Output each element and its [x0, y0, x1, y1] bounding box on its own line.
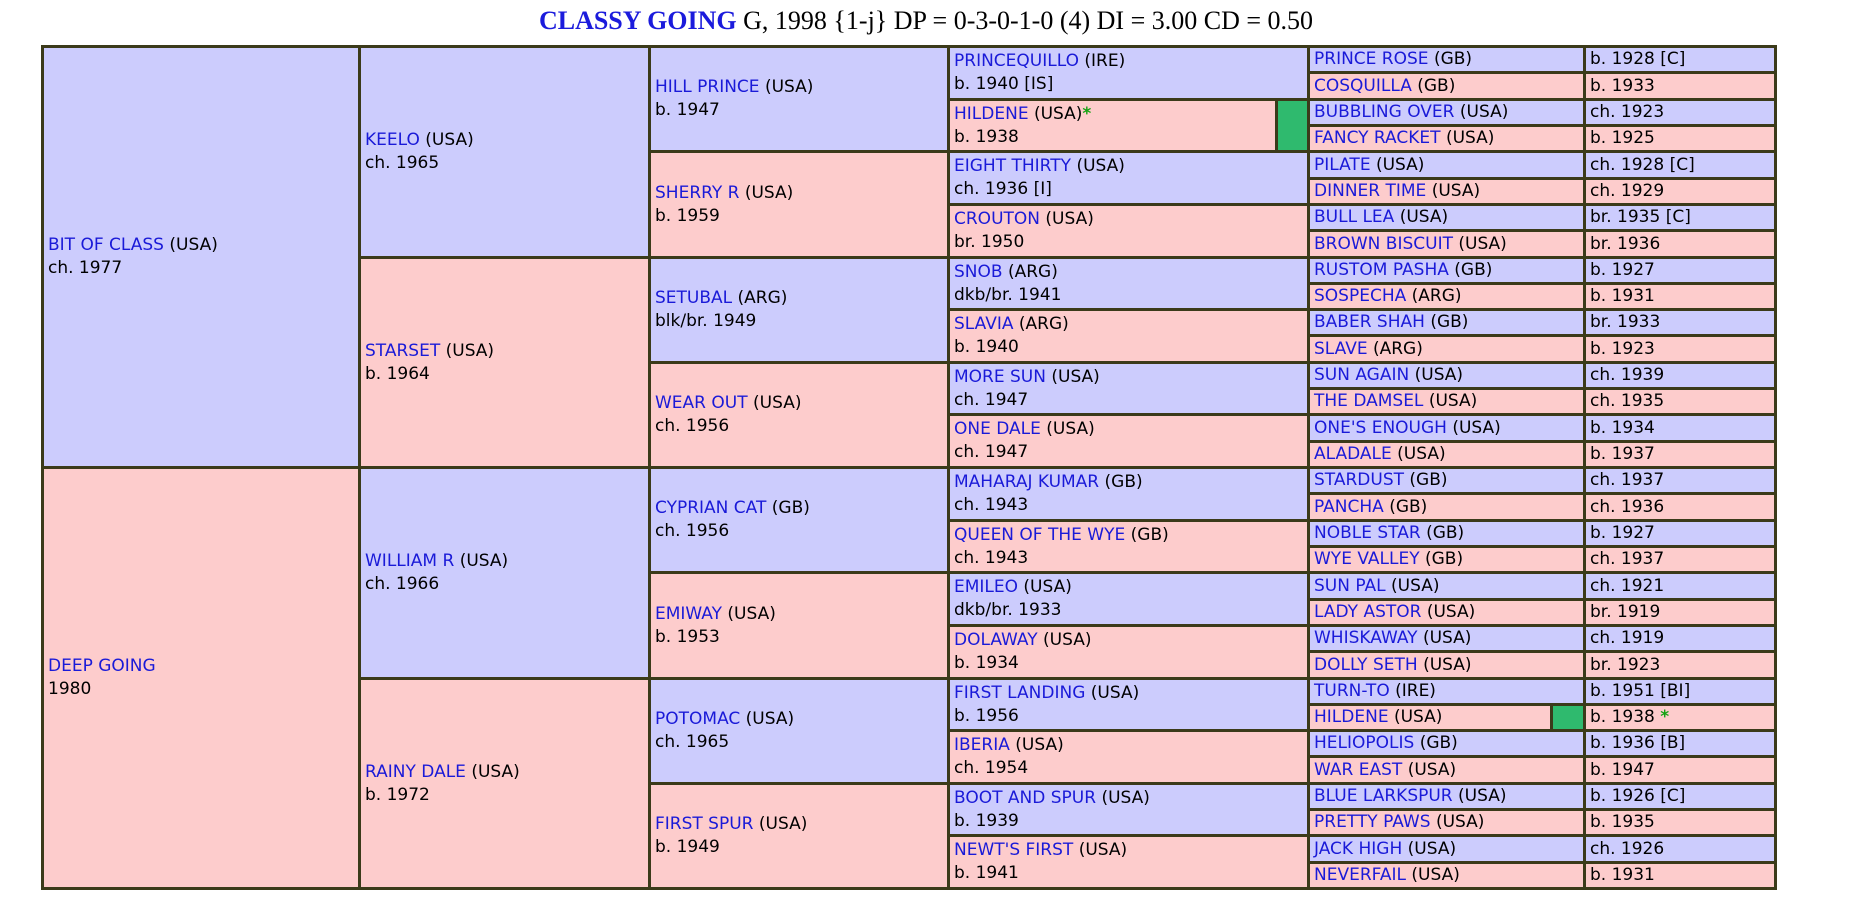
horse-link[interactable]: BLUE LARKSPUR — [1314, 786, 1453, 806]
gen5-cell — [1307, 177, 1586, 206]
country-label: (USA) — [1459, 102, 1509, 122]
gen5-cell — [1307, 334, 1586, 364]
gen5-year-cell — [1583, 571, 1777, 601]
horse-link[interactable]: NOBLE STAR — [1314, 523, 1421, 543]
country-label: (USA) — [1426, 602, 1476, 622]
pedigree-table — [41, 45, 1825, 887]
country-label: (USA) — [1078, 840, 1128, 860]
horse-link[interactable]: SUN PAL — [1314, 576, 1386, 596]
horse-link[interactable]: POTOMAC — [655, 709, 741, 729]
country-label: (ARG) — [1372, 339, 1423, 359]
horse-link[interactable]: PRETTY PAWS — [1314, 812, 1431, 832]
gen5-cell — [1307, 834, 1586, 864]
country-label: (USA) — [1046, 419, 1095, 439]
birth-label: ch. 1937 — [1590, 549, 1665, 569]
horse-link[interactable]: WHISKAWAY — [1314, 628, 1418, 648]
country-label: (GB) — [1104, 472, 1143, 492]
gen5-year-cell — [1583, 729, 1777, 758]
country-label: (USA) — [1023, 577, 1072, 597]
country-label: (USA) — [1407, 839, 1457, 859]
horse-link[interactable]: ONE'S ENOUGH — [1314, 418, 1447, 438]
country-label: (ARG) — [1018, 314, 1069, 334]
country-label: (IRE) — [1395, 681, 1436, 701]
birth-label: ch. 1921 — [1590, 576, 1665, 596]
birth-label: b. 1925 — [1590, 128, 1655, 148]
birth-label: ch. 1919 — [1590, 628, 1665, 648]
birth-label: b. 1949 — [655, 837, 720, 857]
birth-label: ch. 1965 — [365, 153, 440, 173]
horse-link[interactable]: DOLAWAY — [954, 630, 1038, 650]
horse-link[interactable]: JACK HIGH — [1314, 839, 1403, 859]
gen5-year-cell — [1583, 413, 1777, 443]
gen5-cell — [1307, 598, 1586, 627]
birth-label: dkb/br. 1941 — [954, 285, 1062, 305]
birth-label: ch. 1936 — [1590, 497, 1665, 517]
birth-label: b. 1951 [BI] — [1590, 681, 1691, 701]
gen5-year-cell — [1583, 703, 1777, 732]
country-label: (USA) — [1411, 865, 1460, 885]
horse-link[interactable]: WYE VALLEY — [1314, 549, 1420, 569]
horse-link[interactable]: EMILEO — [954, 577, 1019, 597]
gen5-cell — [1307, 361, 1586, 390]
birth-label: ch. 1943 — [954, 548, 1029, 568]
gen5-year-cell — [1583, 834, 1777, 864]
gen5-year-cell — [1583, 545, 1777, 574]
country-label: (GB) — [1419, 733, 1458, 753]
gen4-cell — [947, 834, 1310, 890]
country-label: (USA) — [1397, 444, 1446, 464]
gen5-year-cell — [1583, 650, 1777, 680]
gen5-year-cell — [1583, 177, 1777, 206]
gen5-year-cell — [1583, 519, 1777, 548]
gen2-cell — [358, 45, 651, 259]
gen5-cell — [1307, 808, 1586, 837]
birth-label: ch. 1937 — [1590, 470, 1665, 490]
gen5-year-cell — [1583, 755, 1777, 785]
horse-link[interactable]: SLAVIA — [954, 314, 1014, 334]
birth-label: ch. 1947 — [954, 442, 1029, 462]
horse-link[interactable]: PANCHA — [1314, 497, 1384, 517]
country-label: (USA) — [764, 77, 814, 97]
birth-label: ch. 1954 — [954, 758, 1029, 778]
gen4-cell — [947, 256, 1310, 311]
gen4-cell — [947, 150, 1310, 206]
birth-label: ch. 1965 — [655, 732, 730, 752]
birth-label: b. 1938 — [954, 127, 1019, 147]
gen5-year-cell — [1583, 71, 1777, 101]
birth-label: ch. 1943 — [954, 495, 1029, 515]
gen5-cell — [1307, 98, 1586, 127]
gen5-cell — [1307, 545, 1586, 574]
gen3-cell — [648, 361, 950, 469]
gen4-cell — [947, 571, 1310, 627]
gen5-cell — [1307, 729, 1586, 758]
country-label: (USA) — [1399, 207, 1449, 227]
gen5-cell — [1307, 203, 1586, 232]
birth-label: ch. 1956 — [655, 416, 730, 436]
birth-label: b. 1938 — [1590, 707, 1655, 727]
gen1-cell — [41, 45, 361, 469]
country-label: (USA) — [1431, 181, 1481, 201]
country-label: (USA) — [1090, 683, 1140, 703]
horse-link[interactable]: WEAR OUT — [655, 393, 748, 413]
gen5-year-cell — [1583, 782, 1777, 811]
country-label: (GB) — [1424, 549, 1464, 569]
horse-link[interactable]: KEELO — [365, 130, 420, 150]
gen2-cell — [358, 466, 651, 680]
country-label: (USA) — [1452, 418, 1501, 438]
country-label: (USA) — [1101, 788, 1150, 808]
country-label: (USA) — [744, 183, 794, 203]
birth-label: b. 1940 [IS] — [954, 74, 1054, 94]
horse-link[interactable]: HELIOPOLIS — [1314, 733, 1415, 753]
gen5-cell — [1307, 571, 1586, 601]
horse-link[interactable]: ALADALE — [1314, 444, 1392, 464]
birth-label: b. 1964 — [365, 364, 430, 384]
gen4-cell — [947, 729, 1310, 785]
birth-label: b. 1939 — [954, 811, 1019, 831]
horse-link[interactable]: IBERIA — [954, 735, 1010, 755]
birth-label: dkb/br. 1933 — [954, 600, 1062, 620]
gen5-year-cell — [1583, 808, 1777, 837]
horse-link[interactable]: HILDENE — [1314, 707, 1389, 727]
horse-link[interactable]: DOLLY SETH — [1314, 655, 1418, 675]
birth-label: b. 1936 [B] — [1590, 733, 1686, 753]
gen5-year-cell — [1583, 98, 1777, 127]
country-label: (USA) — [1051, 367, 1100, 387]
gen5-year-cell — [1583, 150, 1777, 180]
gen4-cell — [947, 782, 1310, 837]
horse-link[interactable]: CYPRIAN CAT — [655, 498, 767, 518]
country-label: (GB) — [1417, 76, 1456, 96]
gen5-cell — [1307, 45, 1586, 74]
gen3-cell — [648, 45, 950, 153]
gen4-cell — [947, 45, 1310, 101]
gen2-cell — [358, 256, 651, 469]
gen5-year-cell — [1583, 45, 1777, 74]
horse-link[interactable]: MORE SUN — [954, 367, 1046, 387]
birth-label: b. 1956 — [954, 706, 1019, 726]
birth-label: br. 1950 — [954, 232, 1025, 252]
gen5-cell — [1307, 492, 1586, 522]
horse-link[interactable]: PRINCE ROSE — [1314, 49, 1429, 69]
gen4-cell — [947, 308, 1310, 364]
birth-label: blk/br. 1949 — [655, 311, 757, 331]
birth-label: br. 1935 [C] — [1590, 207, 1691, 227]
country-label: (ARG) — [737, 288, 788, 308]
gen5-cell — [1307, 282, 1586, 311]
gen5-year-cell — [1583, 624, 1777, 653]
inbreeding-marker — [1550, 706, 1583, 729]
country-label: (USA) — [727, 604, 776, 624]
birth-label: b. 1937 — [1590, 444, 1655, 464]
country-label: (USA) — [1458, 234, 1507, 254]
horse-link[interactable]: EMIWAY — [655, 604, 722, 624]
horse-link[interactable]: QUEEN OF THE WYE — [954, 525, 1126, 545]
horse-link[interactable]: STARSET — [365, 341, 441, 361]
horse-link[interactable]: SUN AGAIN — [1314, 365, 1410, 385]
gen5-year-cell — [1583, 677, 1777, 706]
horse-link[interactable]: BULL LEA — [1314, 207, 1395, 227]
country-label: (USA) — [425, 130, 474, 150]
birth-label: ch. 1977 — [48, 258, 123, 278]
page-title — [0, 6, 1852, 36]
horse-link[interactable]: DEEP GOING — [48, 656, 156, 676]
gen5-cell — [1307, 782, 1586, 811]
birth-label: b. 1923 — [1590, 339, 1655, 359]
country-label: (IRE) — [1084, 51, 1126, 71]
gen5-year-cell — [1583, 229, 1777, 259]
horse-name-link[interactable]: CLASSY GOING — [538, 6, 737, 35]
birth-label: ch. 1926 — [1590, 839, 1665, 859]
birth-label: b. 1933 — [1590, 76, 1655, 96]
gen3-cell — [648, 782, 950, 890]
birth-label: b. 1926 [C] — [1590, 786, 1686, 806]
horse-link[interactable]: BROWN BISCUIT — [1314, 234, 1453, 254]
gen5-cell — [1307, 229, 1586, 259]
birth-label: b. 1934 — [1590, 418, 1655, 438]
horse-details: G, 1998 {1-j} DP = 0-3-0-1-0 (4) DI = 3.00 CD = 0.50 — [743, 6, 1314, 35]
country-label: (USA) — [1033, 104, 1083, 124]
country-label: (USA) — [1015, 735, 1064, 755]
gen5-year-cell — [1583, 124, 1777, 153]
gen5-cell — [1307, 650, 1586, 680]
gen5-year-cell — [1583, 598, 1777, 627]
gen5-cell — [1307, 677, 1586, 706]
country-label: (USA) — [1375, 155, 1425, 175]
horse-link[interactable]: BOOT AND SPUR — [954, 788, 1097, 808]
gen3-cell — [648, 466, 950, 574]
horse-link[interactable]: LADY ASTOR — [1314, 602, 1422, 622]
gen5-cell — [1307, 519, 1586, 548]
country-label: (GB) — [1130, 525, 1169, 545]
gen5-year-cell — [1583, 203, 1777, 232]
gen4-cell — [947, 98, 1278, 153]
birth-label: b. 1934 — [954, 653, 1019, 673]
birth-label: b. 1947 — [1590, 760, 1655, 780]
country-label: (USA) — [1445, 128, 1495, 148]
horse-link[interactable]: PILATE — [1314, 155, 1371, 175]
country-label: (GB) — [771, 498, 810, 518]
birth-label: b. 1959 — [655, 206, 720, 226]
gen5-year-cell — [1583, 492, 1777, 522]
horse-link[interactable]: SNOB — [954, 262, 1003, 282]
birth-label: b. 1927 — [1590, 523, 1655, 543]
country-label: (USA) — [471, 762, 520, 782]
horse-link[interactable]: SLAVE — [1314, 339, 1368, 359]
horse-link[interactable]: SOSPECHA — [1314, 286, 1407, 306]
gen4-cell — [947, 203, 1310, 259]
horse-link[interactable]: CROUTON — [954, 209, 1040, 229]
country-label: (USA) — [753, 393, 802, 413]
gen2-cell — [358, 677, 651, 890]
country-label: (GB) — [1454, 260, 1493, 280]
gen5-cell — [1307, 413, 1586, 443]
gen5-year-cell — [1583, 256, 1777, 285]
birth-label: b. 1972 — [365, 785, 430, 805]
inbreeding-marker — [1275, 98, 1310, 153]
gen5-year-cell — [1583, 361, 1777, 390]
gen5-cell — [1307, 150, 1586, 180]
horse-link[interactable]: NEWT'S FIRST — [954, 840, 1074, 860]
gen5-year-cell — [1583, 387, 1777, 416]
gen5-cell — [1307, 256, 1586, 285]
gen5-cell — [1307, 466, 1586, 495]
birth-label: ch. 1939 — [1590, 365, 1665, 385]
birth-label: br. 1923 — [1590, 655, 1661, 675]
country-label: (GB) — [1409, 470, 1448, 490]
star-icon: * — [1082, 104, 1092, 124]
gen5-cell — [1307, 440, 1586, 469]
birth-label: br. 1936 — [1590, 234, 1661, 254]
birth-label: ch. 1923 — [1590, 102, 1665, 122]
gen3-cell — [648, 150, 950, 259]
horse-link[interactable]: MAHARAJ KUMAR — [954, 472, 1100, 492]
gen5-year-cell — [1583, 861, 1777, 890]
horse-link[interactable]: RUSTOM PASHA — [1314, 260, 1449, 280]
birth-label: ch. 1947 — [954, 390, 1029, 410]
horse-link[interactable]: BABER SHAH — [1314, 312, 1425, 332]
birth-label: ch. 1936 [I] — [954, 179, 1052, 199]
horse-link[interactable]: STARDUST — [1314, 470, 1405, 490]
gen4-cell — [947, 624, 1310, 680]
horse-link[interactable]: NEVERFAIL — [1314, 865, 1406, 885]
gen5-cell — [1307, 71, 1586, 101]
horse-link[interactable]: TURN-TO — [1314, 681, 1390, 701]
gen5-year-cell — [1583, 308, 1777, 337]
birth-label: br. 1933 — [1590, 312, 1661, 332]
gen4-cell — [947, 519, 1310, 574]
country-label: (USA) — [1458, 786, 1507, 806]
country-label: (USA) — [1422, 628, 1472, 648]
horse-link[interactable]: BIT OF CLASS — [48, 235, 164, 255]
birth-label: br. 1919 — [1590, 602, 1661, 622]
country-label: (USA) — [1414, 365, 1464, 385]
horse-link[interactable]: DINNER TIME — [1314, 181, 1427, 201]
birth-label: b. 1940 — [954, 337, 1019, 357]
country-label: (USA) — [445, 341, 495, 361]
country-label: (USA) — [169, 235, 218, 255]
gen5-cell — [1307, 703, 1586, 732]
gen4-cell — [947, 413, 1310, 469]
country-label: (USA) — [1407, 760, 1457, 780]
birth-label: ch. 1966 — [365, 574, 440, 594]
horse-link[interactable]: PRINCEQUILLO — [954, 51, 1079, 71]
horse-link[interactable]: WAR EAST — [1314, 760, 1403, 780]
country-label: (GB) — [1433, 49, 1473, 69]
country-label: (USA) — [758, 814, 808, 834]
gen5-cell — [1307, 124, 1586, 153]
horse-link[interactable]: COSQUILLA — [1314, 76, 1412, 96]
gen5-cell — [1307, 861, 1586, 890]
gen3-cell — [648, 256, 950, 364]
gen5-cell — [1307, 624, 1586, 653]
birth-label: ch. 1935 — [1590, 391, 1665, 411]
birth-label: ch. 1928 [C] — [1590, 155, 1695, 175]
horse-link[interactable]: SHERRY R — [655, 183, 740, 203]
birth-label: ch. 1956 — [655, 521, 730, 541]
country-label: (USA) — [1393, 707, 1443, 727]
birth-label: b. 1931 — [1590, 865, 1655, 885]
gen5-year-cell — [1583, 334, 1777, 364]
country-label: (USA) — [1435, 812, 1485, 832]
country-label: (USA) — [459, 551, 509, 571]
country-label: (USA) — [1076, 156, 1125, 176]
horse-link[interactable]: FIRST SPUR — [655, 814, 754, 834]
birth-label: ch. 1929 — [1590, 181, 1665, 201]
country-label: (ARG) — [1007, 262, 1058, 282]
country-label: (USA) — [1423, 655, 1472, 675]
country-label: (GB) — [1430, 312, 1469, 332]
gen4-cell — [947, 361, 1310, 416]
country-label: (USA) — [1045, 209, 1094, 229]
country-label: (USA) — [1391, 576, 1440, 596]
country-label: (ARG) — [1411, 286, 1462, 306]
horse-link[interactable]: BUBBLING OVER — [1314, 102, 1455, 122]
gen5-cell — [1307, 755, 1586, 785]
horse-link[interactable]: WILLIAM R — [365, 551, 455, 571]
star-icon: * — [1660, 707, 1670, 727]
horse-link[interactable]: EIGHT THIRTY — [954, 156, 1072, 176]
birth-label: b. 1935 — [1590, 812, 1655, 832]
country-label: (USA) — [1428, 391, 1478, 411]
gen1-cell — [41, 466, 361, 890]
gen4-cell — [947, 466, 1310, 522]
birth-label: b. 1927 — [1590, 260, 1655, 280]
country-label: (GB) — [1426, 523, 1465, 543]
country-label: (USA) — [1043, 630, 1092, 650]
horse-link[interactable]: SETUBAL — [655, 288, 733, 308]
country-label: (USA) — [745, 709, 795, 729]
birth-label: 1980 — [48, 679, 92, 699]
birth-label: b. 1941 — [954, 863, 1019, 883]
gen5-year-cell — [1583, 440, 1777, 469]
horse-link[interactable]: HILL PRINCE — [655, 77, 760, 97]
horse-link[interactable]: THE DAMSEL — [1314, 391, 1424, 411]
gen5-year-cell — [1583, 466, 1777, 495]
gen3-cell — [648, 571, 950, 680]
gen3-cell — [648, 677, 950, 785]
horse-link[interactable]: FANCY RACKET — [1314, 128, 1441, 148]
country-label: (GB) — [1389, 497, 1428, 517]
gen5-cell — [1307, 387, 1586, 416]
birth-label: b. 1931 — [1590, 286, 1655, 306]
gen5-cell — [1307, 308, 1586, 337]
gen5-year-cell — [1583, 282, 1777, 311]
horse-link[interactable]: HILDENE — [954, 104, 1029, 124]
birth-label: b. 1953 — [655, 627, 720, 647]
horse-link[interactable]: FIRST LANDING — [954, 683, 1086, 703]
horse-link[interactable]: ONE DALE — [954, 419, 1041, 439]
birth-label: b. 1947 — [655, 100, 720, 120]
horse-link[interactable]: RAINY DALE — [365, 762, 466, 782]
birth-label: b. 1928 [C] — [1590, 49, 1686, 69]
gen4-cell — [947, 677, 1310, 732]
